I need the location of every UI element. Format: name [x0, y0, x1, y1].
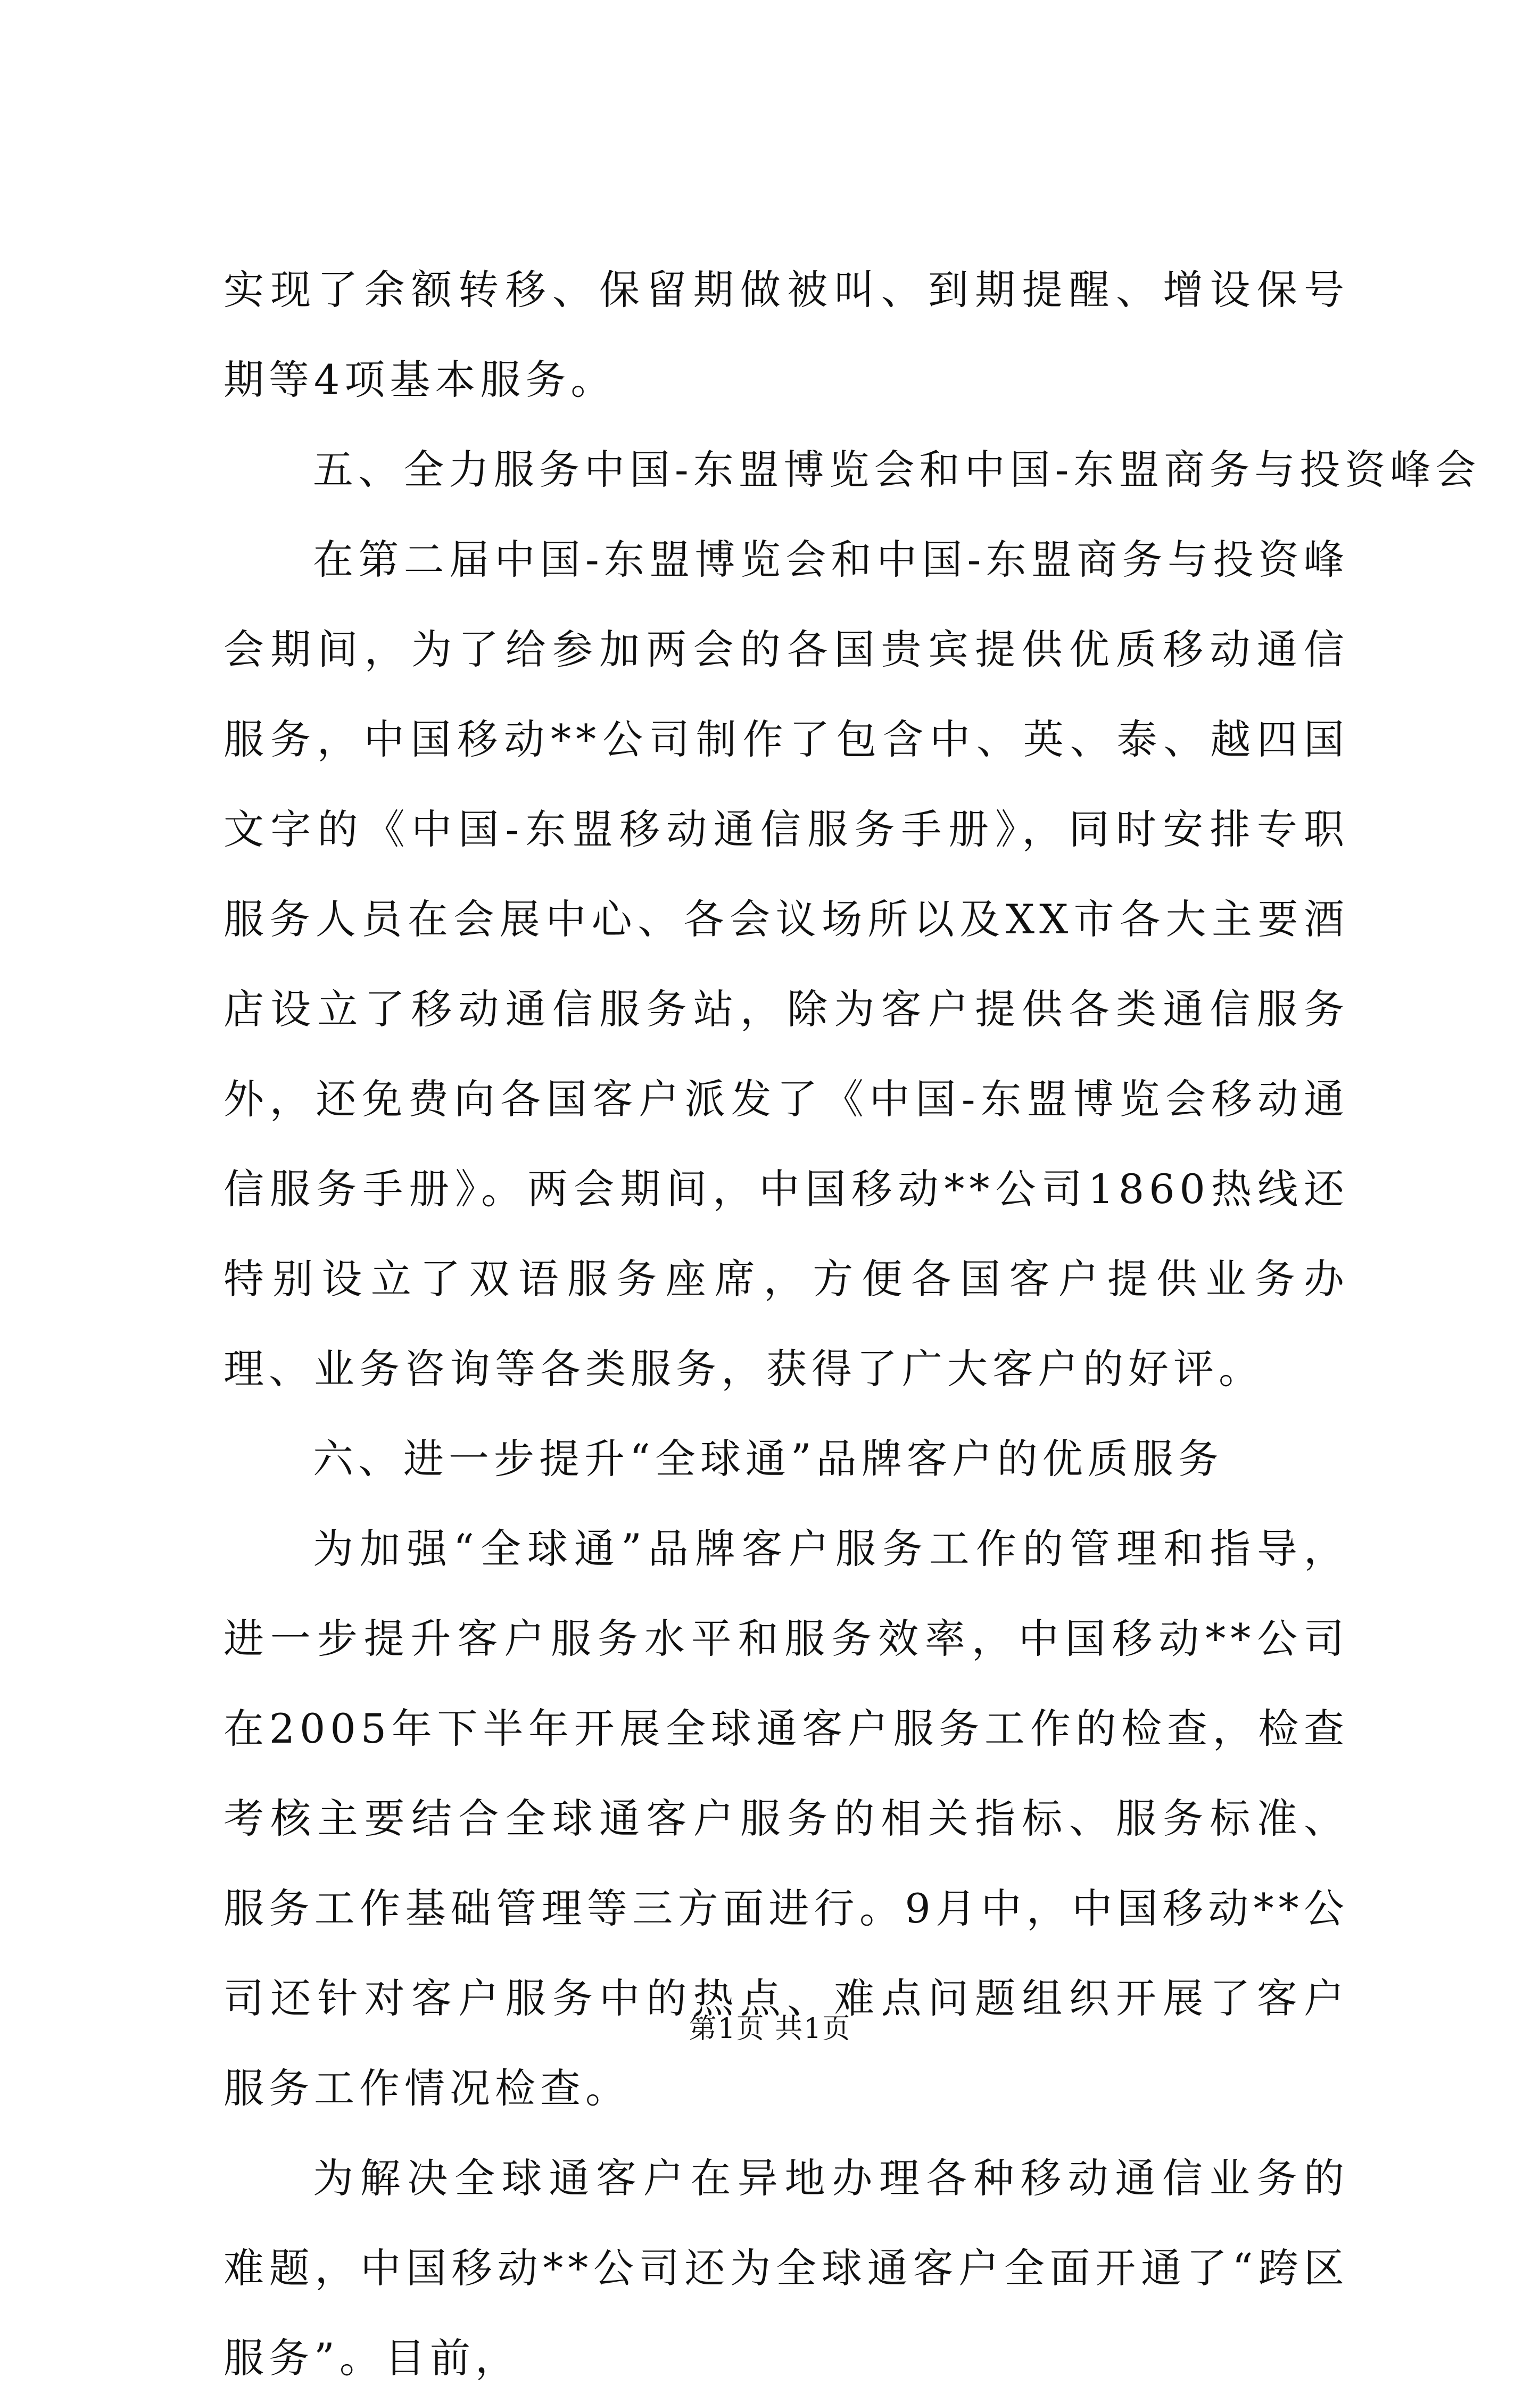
section-heading-6: 六、进一步提升“全球通”品牌客户的优质服务: [313, 1435, 1223, 1482]
paragraph-expo-service: 在第二届中国-东盟博览会和中国-东盟商务与投资峰会期间，为了给参加两会的各国贵宾提供优质移动通信服务，中国移动**公司制作了包含中、英、泰、越四国文字的《中国-东盟移动通信服务手册》，同时安排专职服务人员在会展中心、各会议场所以及XX市各大主要酒店设立了移动通信服务站，除为客户提供各类通信服务外，还免费向各国客户派发了《中国-东盟博览会移动通信服务手册》。两会期间，中国移动**公司1860热线还特别设立了双语服务座席，方便各国客户提供业务办理、业务咨询等各类服务，获得了广大客户的好评。: [223, 536, 1349, 1393]
section-heading-5: 五、全力服务中国-东盟博览会和中国-东盟商务与投资峰会: [313, 446, 1481, 493]
document-body: [223, 245, 1481, 2403]
paragraph-continuation: 实现了余额转移、保留期做被叫、到期提醒、增设保号期等4项基本服务。: [223, 266, 1349, 403]
paragraph-gotone-service: 为加强“全球通”品牌客户服务工作的管理和指导，进一步提升客户服务水平和服务效率，中国移动**公司在2005年下半年开展全球通客户服务工作的检查，检查考核主要结合全球通客户服务的相关指标、服务标准、服务工作基础管理等三方面进行。9月中，中国移动**公司还针对客户服务中的热点、难点问题组织开展了客户服务工作情况检查。: [223, 1525, 1349, 2112]
page-number-footer: 第1页 共1页: [689, 2013, 851, 2045]
paragraph-cross-region-service: 为解决全球通客户在异地办理各种移动通信业务的难题，中国移动**公司还为全球通客户全面开通了“跨区服务”。目前，: [223, 2155, 1349, 2382]
